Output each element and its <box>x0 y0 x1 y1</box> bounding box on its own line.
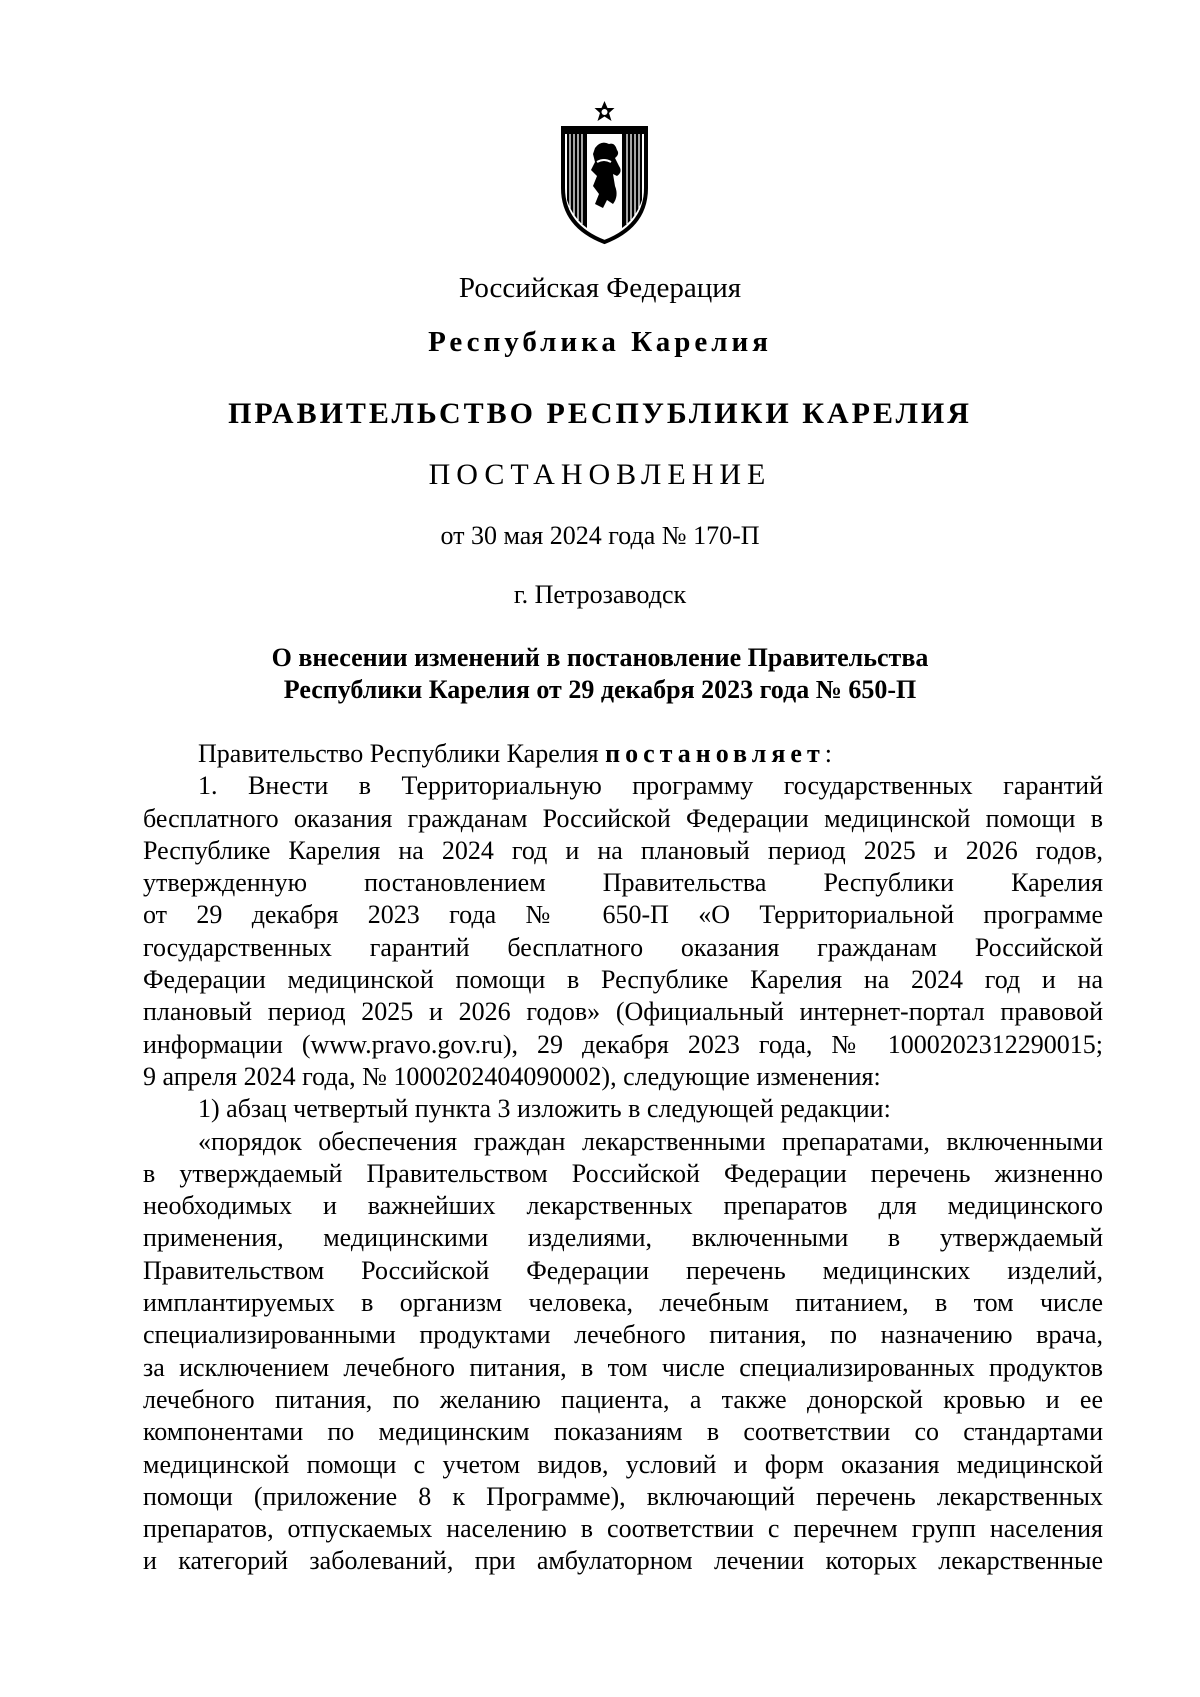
body-line: препаратов, отпускаемых населению в соответствии с перечнем групп населения <box>143 1514 1103 1544</box>
body-line: специализированными продуктами лечебного питания, по назначению врача, <box>143 1320 1103 1350</box>
country-name: Российская Федерация <box>458 272 742 304</box>
body-line: 1. Внести в Территориальную программу государственных гарантий <box>198 771 1103 801</box>
government-name: ПРАВИТЕЛЬСТВО РЕСПУБЛИКИ КАРЕЛИЯ <box>228 397 972 430</box>
body-line: помощи (приложение 8 к Программе), включающий перечень лекарственных <box>143 1481 1103 1511</box>
body-line: 9 апреля 2024 года, № 1000202404090002), следующие изменения: <box>143 1061 881 1091</box>
body-line: медицинской помощи с учетом видов, условий и форм оказания медицинской <box>143 1449 1103 1479</box>
body-line: необходимых и важнейших лекарственных препаратов для медицинского <box>143 1191 1103 1221</box>
body-line: компонентами по медицинским показаниям в соответствии со стандартами <box>143 1417 1103 1447</box>
document-body <box>143 738 1103 1578</box>
body-line: 1) абзац четвертый пункта 3 изложить в следующей редакции: <box>198 1094 891 1124</box>
subject-line: Республики Карелия от 29 декабря 2023 года № 650-П <box>283 675 917 704</box>
subject-line: О внесении изменений в постановление Правительства <box>271 643 929 672</box>
body-line: лечебного питания, по желанию пациента, а также донорской кровью и ее <box>143 1384 1103 1414</box>
preamble-verb: постановляет <box>605 739 825 768</box>
body-line: в утверждаемый Правительством Российской Федерации перечень жизненно <box>143 1158 1103 1188</box>
body-line: за исключением лечебного питания, в том числе специализированных продуктов <box>143 1352 1103 1382</box>
republic-name: Республика Карелия <box>428 326 772 358</box>
document-subject <box>0 642 1200 706</box>
preamble-lead: Правительство Республики Карелия <box>198 739 606 768</box>
body-line: «порядок обеспечения граждан лекарственными препаратами, включенными <box>198 1126 1103 1156</box>
karelia-coat-of-arms-icon <box>557 100 652 245</box>
document-type: ПОСТАНОВЛЕНИЕ <box>428 458 772 491</box>
preamble-tail: : <box>824 739 832 768</box>
body-line: от 29 декабря 2023 года № 650-П «О Территориальной программе <box>143 900 1103 930</box>
body-line: государственных гарантий бесплатного оказания гражданам Российской <box>143 932 1103 962</box>
body-line: имплантируемых в организм человека, лечебным питанием, в том числе <box>143 1288 1103 1318</box>
preamble-line <box>143 738 1103 770</box>
body-line: применения, медицинскими изделиями, включенными в утверждаемый <box>143 1223 1103 1253</box>
body-line: Республике Карелия на 2024 год и на плановый период 2025 и 2026 годов, <box>143 835 1103 865</box>
body-line: информации (www.pravo.gov.ru), 29 декабря 2023 года, № 1000202312290015; <box>143 1029 1103 1059</box>
body-line: Федерации медицинской помощи в Республике Карелия на 2024 год и на <box>143 965 1103 995</box>
document-date-number: от 30 мая 2024 года № 170-П <box>440 521 760 550</box>
body-line: плановый период 2025 и 2026 годов» (Официальный интернет-портал правовой <box>143 997 1103 1027</box>
body-line: бесплатного оказания гражданам Российской Федерации медицинской помощи в <box>143 803 1103 833</box>
body-line: Правительством Российской Федерации перечень медицинских изделий, <box>143 1255 1103 1285</box>
document-city: г. Петрозаводск <box>513 580 687 609</box>
body-line: утвержденную постановлением Правительства Республики Карелия <box>143 868 1103 898</box>
body-line: и категорий заболеваний, при амбулаторном лечении которых лекарственные <box>143 1546 1103 1576</box>
